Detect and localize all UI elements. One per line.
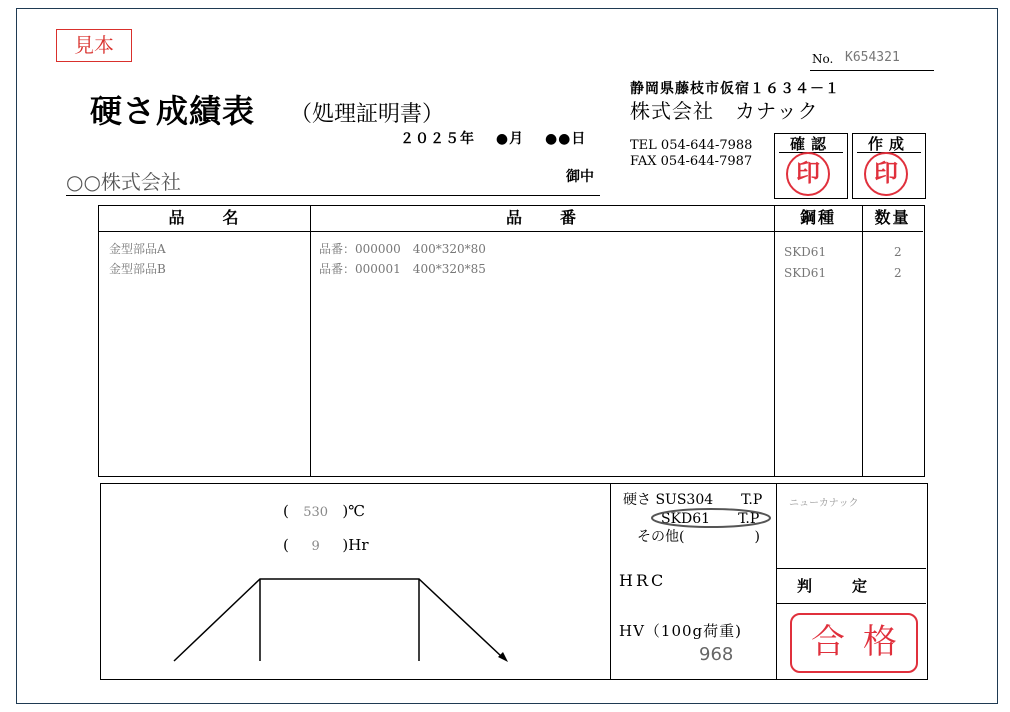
row-1-steel: SKD61 xyxy=(784,245,827,259)
issuer-fax: FAX 054-644-7987 xyxy=(630,154,753,169)
temp-unit: )℃ xyxy=(342,502,366,520)
row-2-qty: 2 xyxy=(894,266,902,280)
issuer-tel: TEL 054-644-7988 xyxy=(630,138,753,153)
doc-no-label: No. xyxy=(812,52,834,66)
parts-table xyxy=(98,205,925,477)
hardness-material-line2: SKD61 T.P xyxy=(661,511,760,527)
panel-divider xyxy=(610,484,611,679)
pass-stamp: 合格 xyxy=(790,613,918,673)
issuer-company: 株式会社 カナック xyxy=(630,99,819,123)
treatment-panel xyxy=(100,483,928,680)
author-label: 作成 xyxy=(853,136,925,152)
table-divider xyxy=(774,206,775,476)
panel-divider xyxy=(776,568,926,569)
time-unit: )Hr xyxy=(342,536,369,554)
hrc-label: HRC xyxy=(619,571,667,590)
confirm-seal: 印 xyxy=(786,152,830,196)
time-open-paren: ( xyxy=(283,536,289,554)
table-divider xyxy=(310,206,311,476)
header-part-number: 品 番 xyxy=(310,206,774,232)
doc-no-value: K654321 xyxy=(845,50,900,65)
doc-no-underline xyxy=(810,70,934,71)
document-subtitle: （処理証明書） xyxy=(290,102,445,127)
table-divider xyxy=(862,206,863,476)
author-stamp-box xyxy=(852,133,926,199)
hv-result-value: 968 xyxy=(699,644,734,665)
temp-open-paren: ( xyxy=(283,502,289,520)
row-2-steel: SKD61 xyxy=(784,266,827,280)
confirm-label: 確認 xyxy=(775,136,847,152)
row-1-qty: 2 xyxy=(894,245,902,259)
sample-stamp: 見本 xyxy=(56,29,132,62)
confirm-stamp-box xyxy=(774,133,848,199)
date-day: ●●日 xyxy=(544,131,587,147)
temp-value: 530 xyxy=(303,505,329,520)
heat-cycle-diagram xyxy=(101,484,611,679)
issuer-address: 静岡県藤枝市仮宿１６３４－１ xyxy=(630,81,840,97)
row-2-name: 金型部品B xyxy=(109,262,166,276)
hardness-material-line1: 硬さ SUS304 T.P xyxy=(623,492,763,508)
row-1-number: 品番：000000 400*320*80 xyxy=(319,242,486,256)
hv-label: HV（100g荷重) xyxy=(619,622,742,640)
row-2-number: 品番：000001 400*320*85 xyxy=(319,262,486,276)
judgement-label: 判定 xyxy=(796,577,907,595)
date-month: ●月 xyxy=(495,131,525,147)
time-value: 9 xyxy=(311,539,320,554)
hardness-material-line3: その他( ) xyxy=(637,529,760,545)
document-title: 硬さ成績表 xyxy=(90,92,256,130)
header-steel-grade: 鋼種 xyxy=(774,206,862,232)
customer-name: ○○株式会社 xyxy=(66,170,181,194)
date-year: ２０２５年 xyxy=(400,131,475,147)
header-quantity: 数量 xyxy=(862,206,923,232)
header-part-name: 品 名 xyxy=(99,206,310,232)
customer-suffix: 御中 xyxy=(566,169,594,185)
issue-date xyxy=(400,128,586,148)
author-seal: 印 xyxy=(864,152,908,196)
customer-underline xyxy=(66,195,600,196)
row-1-name: 金型部品A xyxy=(109,242,166,256)
panel-divider xyxy=(776,603,926,604)
tester-name: ニューカナック xyxy=(789,498,859,509)
